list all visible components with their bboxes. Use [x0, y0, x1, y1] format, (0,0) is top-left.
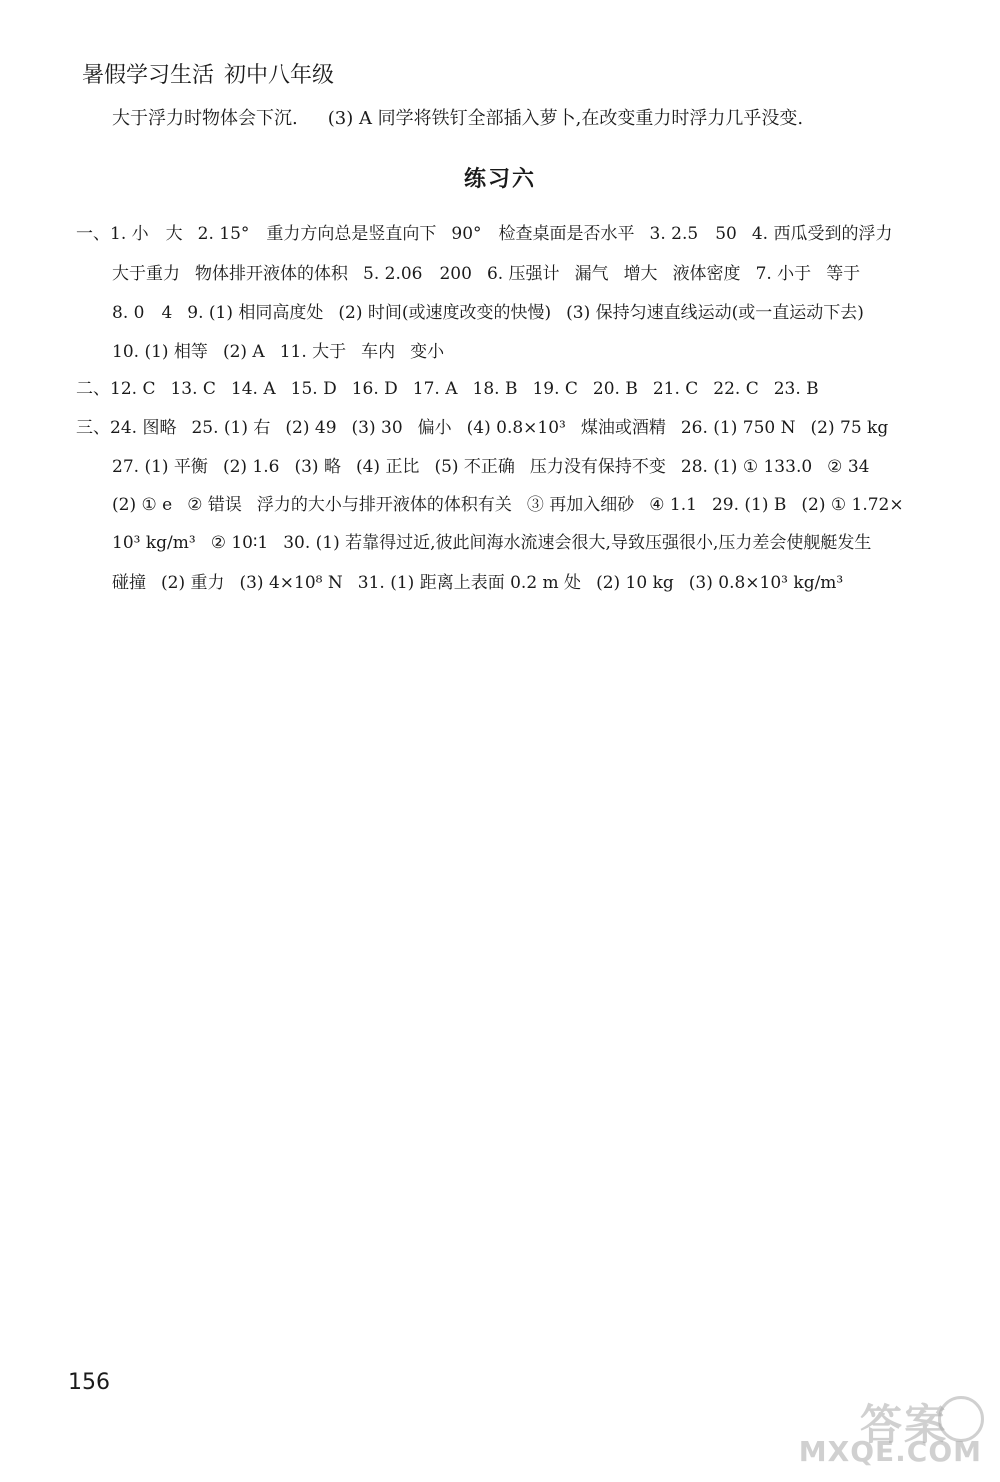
answer-item: (4) 0.8×10³: [466, 418, 566, 438]
answer-item: 3. 2.5 50: [649, 224, 737, 244]
answer-item: (2) 1.6: [222, 457, 280, 477]
answer-item: 大于重力: [112, 264, 180, 284]
answer-line: [112, 301, 864, 325]
answer-item: (5) 不正确: [434, 457, 515, 477]
answer-item: 14. A: [230, 379, 276, 399]
answer-item: 26. (1) 750 N: [680, 418, 796, 438]
answer-item: 19. C: [532, 379, 578, 399]
answer-line: [112, 340, 444, 364]
answer-item: 18. B: [472, 379, 518, 399]
answer-item: ② 10∶1: [210, 533, 269, 553]
watermark-top-text: 答案: [859, 1400, 948, 1449]
answer-line: [76, 377, 819, 401]
answer-item: 变小: [410, 342, 445, 362]
answer-item: 22. C: [713, 379, 759, 399]
answer-item: 15. D: [290, 379, 337, 399]
answer-item: (3) 30: [351, 418, 403, 438]
answer-item: 21. C: [652, 379, 699, 399]
answer-item: 6. 压强计: [486, 264, 560, 284]
answer-item: 31. (1) 距离上表面 0.2 m 处: [357, 573, 582, 593]
watermark-logo: [786, 1390, 986, 1472]
answer-item: 13. C: [170, 379, 216, 399]
answer-item: (2) ① e: [112, 495, 173, 515]
answer-item: 液体密度: [672, 264, 741, 284]
section-lead: 二、: [76, 379, 110, 399]
answer-item: 20. B: [592, 379, 638, 399]
answer-item: (3) 4×10⁸ N: [239, 573, 343, 593]
answer-item: (2) 10 kg: [596, 573, 674, 593]
answer-item: 16. D: [351, 379, 398, 399]
answer-item: 12. C: [110, 379, 156, 399]
answer-item: (2) 时间(或速度改变的快慢): [338, 303, 552, 323]
continuation-part-2: (3) A 同学将铁钉全部插入萝卜,在改变重力时浮力几乎没变.: [327, 108, 804, 129]
watermark-bottom-text: MXQE.COM: [798, 1435, 982, 1468]
answer-item: (2) 75 kg: [810, 418, 889, 438]
answer-item: 10³ kg/m³: [112, 533, 196, 553]
answer-item: (2) ① 1.72×: [801, 495, 904, 515]
answer-item: ④ 1.1: [649, 495, 697, 515]
continuation-line: [112, 104, 803, 130]
answer-item: 7. 小于: [755, 264, 812, 284]
grade-label: 初中八年级: [224, 63, 335, 88]
answer-item: 物体排开液体的体积: [195, 264, 348, 284]
answer-item: 27. (1) 平衡: [112, 457, 208, 477]
answer-line: [112, 531, 871, 555]
answer-line: [112, 262, 860, 286]
answer-item: 90° 检查桌面是否水平: [451, 224, 635, 244]
section-lead: 一、: [76, 224, 110, 244]
answer-item: 压力没有保持不变: [529, 457, 666, 477]
answer-item: 10. (1) 相等: [112, 342, 208, 362]
answer-line: [112, 455, 869, 479]
answer-line: [112, 493, 904, 517]
answer-item: 17. A: [412, 379, 458, 399]
answer-item: 4. 西瓜受到的浮力: [751, 224, 893, 244]
answer-item: 增大: [623, 264, 658, 284]
answer-item: 24. 图略: [110, 418, 177, 438]
answer-item: (3) 0.8×10³ kg/m³: [688, 573, 844, 593]
answer-line: [112, 571, 843, 595]
answer-item: 30. (1) 若靠得过近,彼此间海水流速会很大,导致压强很小,压力差会使舰艇发生: [283, 533, 872, 553]
answer-item: 车内: [361, 342, 396, 362]
answer-item: (2) A: [222, 342, 265, 362]
answer-item: 25. (1) 右: [191, 418, 271, 438]
answer-item: (2) 49: [285, 418, 337, 438]
answer-item: 23. B: [773, 379, 819, 399]
answer-item: 9. (1) 相同高度处: [187, 303, 324, 323]
answer-line: [76, 416, 888, 440]
answer-item: 5. 2.06 200: [363, 264, 472, 284]
book-title: 暑假学习生活: [82, 63, 215, 88]
answer-item: 浮力的大小与排开液体的体积有关: [256, 495, 512, 515]
answer-item: 11. 大于: [279, 342, 347, 362]
continuation-part-1: 大于浮力时物体会下沉.: [112, 108, 298, 129]
answer-item: (3) 保持匀速直线运动(或一直运动下去): [566, 303, 864, 323]
answer-item: 偏小: [417, 418, 452, 438]
answer-item: 煤油或酒精: [580, 418, 666, 438]
section-title: 练习六: [463, 167, 536, 192]
page-header: [82, 58, 334, 89]
answer-line: [76, 222, 892, 246]
answer-item: 29. (1) B: [711, 495, 787, 515]
answer-item: 2. 15° 重力方向总是竖直向下: [197, 224, 437, 244]
answer-item: ② 34: [827, 457, 870, 477]
answer-item: 28. (1) ① 133.0: [680, 457, 813, 477]
answer-item: 1. 小 大: [110, 224, 183, 244]
answer-item: ③ 再加入细砂: [526, 495, 635, 515]
answer-item: 8. 0 4: [112, 303, 173, 323]
answer-item: 碰撞: [112, 573, 146, 593]
answer-item: (2) 重力: [161, 573, 225, 593]
answer-item: 等于: [826, 264, 861, 284]
answer-item: (4) 正比: [355, 457, 420, 477]
answer-item: ② 错误: [187, 495, 242, 515]
answer-item: (3) 略: [294, 457, 341, 477]
answer-item: 漏气: [574, 264, 609, 284]
page-number: 156: [68, 1370, 110, 1395]
section-lead: 三、: [76, 418, 110, 438]
